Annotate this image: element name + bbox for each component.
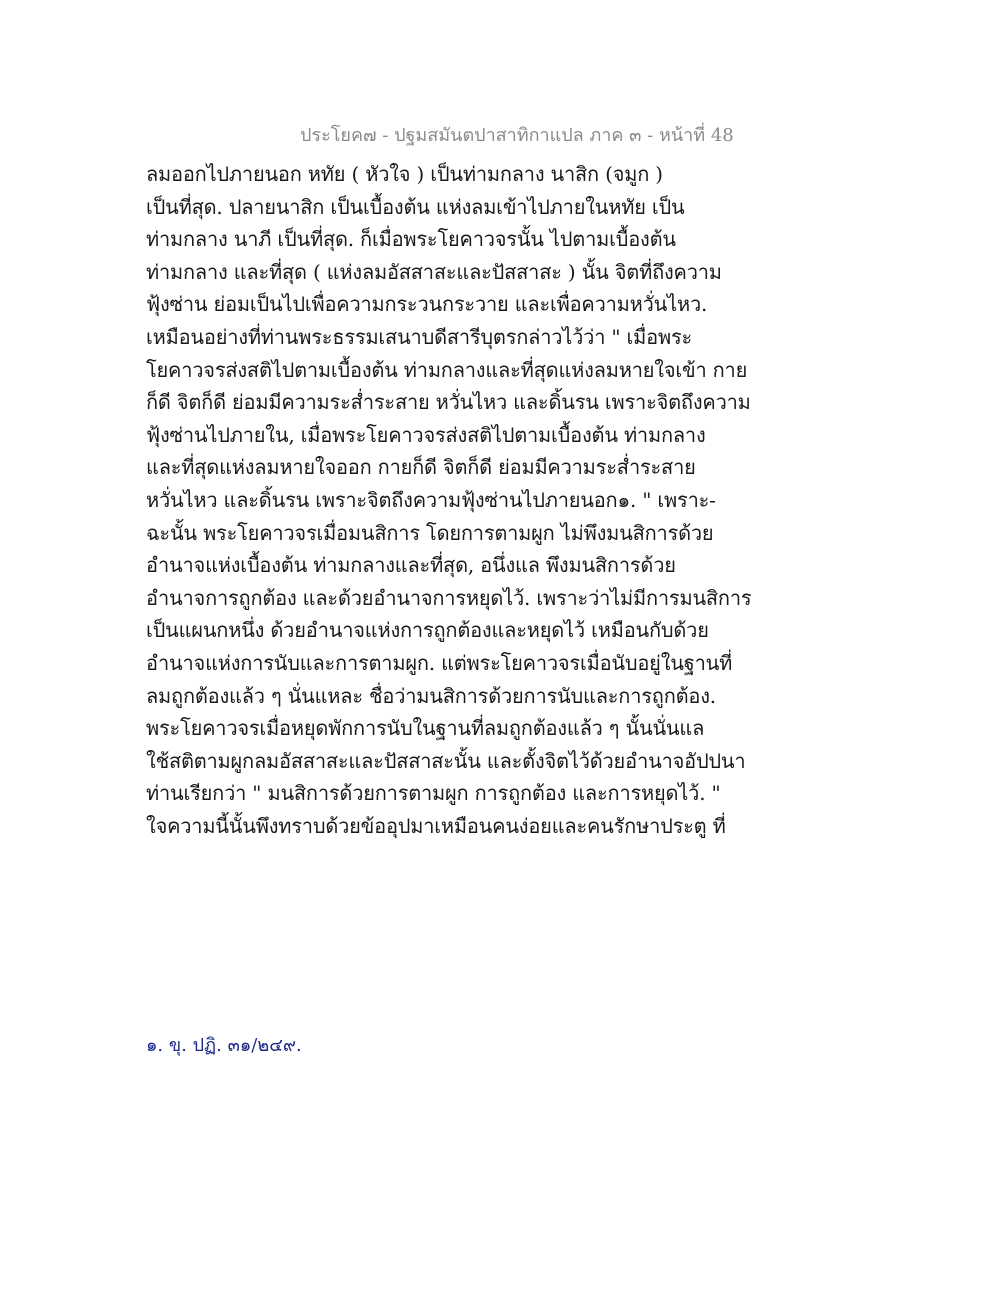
body-line: ฉะนั้น พระโยคาวจรเมื่อมนสิการ โดยการตามผูก ไม่พึงมนสิการด้วย [146,520,714,545]
body-line: หวั่นไหว และดิ้นรน เพราะจิตถึงความฟุ้งซ่านไปภายนอก๑. " เพราะ- [146,487,716,512]
body-line: เหมือนอย่างที่ท่านพระธรรมเสนาบดีสารีบุตรกล่าวไว้ว่า " เมื่อพระ [146,324,693,349]
body-line: ก็ดี จิตก็ดี ย่อมมีความระส่ำระสาย หวั่นไหว และดิ้นรน เพราะจิตถึงความ [146,390,751,415]
body-line: ใจความนี้นั้นพึงทราบด้วยข้ออุปมาเหมือนคนง่อยและคนรักษาประตู ที่ [146,813,726,838]
body-line: ท่ามกลาง นาภี เป็นที่สุด. ก็เมื่อพระโยคาวจรนั้น ไปตามเบื้องต้น [146,227,676,252]
body-line: ใช้สติตามผูกลมอัสสาสะและปัสสาสะนั้น และตั้งจิตไว้ด้วยอำนาจอัปปนา [146,748,746,773]
body-line: และที่สุดแห่งลมหายใจออก กายก็ดี จิตก็ดี ย่อมมีความระส่ำระสาย [146,455,696,480]
body-line: ลมถูกต้องแล้ว ๆ นั่นแหละ ชื่อว่ามนสิการด้วยการนับและการถูกต้อง. [146,683,716,708]
body-line: อำนาจการถูกต้อง และด้วยอำนาจการหยุดไว้. เพราะว่าไม่มีการมนสิการ [146,585,752,610]
body-line: เป็นที่สุด. ปลายนาสิก เป็นเบื้องต้น แห่งลมเข้าไปภายในหทัย เป็น [146,194,685,219]
body-line: ฟุ้งซ่านไปภายใน, เมื่อพระโยคาวจรส่งสติไปตามเบื้องต้น ท่ามกลาง [146,422,706,447]
body-line: อำนาจแห่งเบื้องต้น ท่ามกลางและที่สุด, อนึ่งแล พึงมนสิการด้วย [146,553,676,578]
body-line: ฟุ้งซ่าน ย่อมเป็นไปเพื่อความกระวนกระวาย และเพื่อความหวั่นไหว. [146,292,708,317]
running-header: ประโยค๗ - ปฐมสมันตปาสาทิกาแปล ภาค ๓ - หน้าที่ 48 [300,125,734,146]
body-line: ท่ามกลาง และที่สุด ( แห่งลมอัสสาสะและปัสสาสะ ) นั้น จิตที่ถึงความ [146,259,722,284]
body-line: โยคาวจรส่งสติไปตามเบื้องต้น ท่ามกลางและที่สุดแห่งลมหายใจเข้า กาย [146,357,748,382]
body-line: ท่านเรียกว่า " มนสิการด้วยการตามผูก การถูกต้อง และการหยุดไว้. " [146,781,721,806]
body-line: พระโยคาวจรเมื่อหยุดพักการนับในฐานที่ลมถูกต้องแล้ว ๆ นั้นนั่นแล [146,716,705,741]
footnote: ๑. ขุ. ปฏิ. ๓๑/๒๔๙. [146,1035,302,1056]
body-text [146,158,752,842]
body-line: ลมออกไปภายนอก หทัย ( หัวใจ ) เป็นท่ามกลาง นาสิก (จมูก ) [146,162,663,186]
body-line: อำนาจแห่งการนับและการตามผูก. แต่พระโยคาวจรเมื่อนับอยู่ในฐานที่ [146,650,733,675]
body-line: เป็นแผนกหนึ่ง ด้วยอำนาจแห่งการถูกต้องและหยุดไว้ เหมือนกับด้วย [146,618,709,643]
